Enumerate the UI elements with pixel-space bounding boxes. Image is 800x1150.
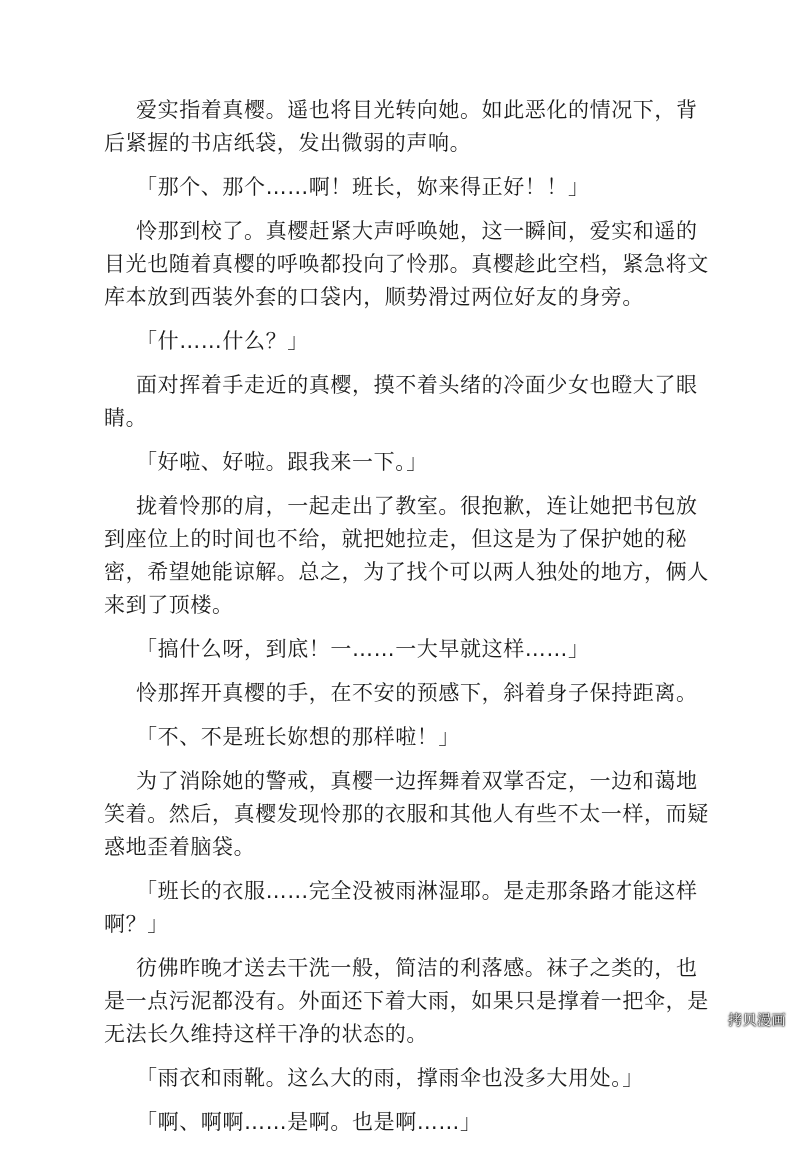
narration-paragraph: 为了消除她的警戒，真樱一边挥舞着双掌否定，一边和蔼地笑着。然后，真樱发现怜那的衣服和其他人有些不太一样，而疑惑地歪着脑袋。 bbox=[104, 769, 709, 859]
dialogue-line: 「不、不是班长妳想的那样啦！」 bbox=[136, 725, 460, 749]
dialogue-line: 「什……什么？」 bbox=[136, 329, 309, 353]
narration-paragraph: 爱实指着真樱。遥也将目光转向她。如此恶化的情况下，背后紧握的书店纸袋，发出微弱的声响。 bbox=[104, 98, 698, 155]
dialogue-line: 「雨衣和雨靴。这么大的雨，撑雨伞也没多大用处。」 bbox=[136, 1066, 644, 1090]
dialogue-line: 「搞什么呀，到底！一……一大早就这样……」 bbox=[136, 637, 590, 661]
dialogue-line: 「班长的衣服……完全没被雨淋湿耶。是走那条路才能这样啊？」 bbox=[104, 879, 698, 936]
narration-paragraph: 面对挥着手走近的真樱，摸不着头绪的冷面少女也瞪大了眼睛。 bbox=[104, 373, 698, 430]
watermark-logo: 拷贝漫画 bbox=[728, 1013, 786, 1029]
narration-paragraph: 彷佛昨晚才送去干洗一般，简洁的利落感。袜子之类的，也是一点污泥都没有。外面还下着大雨，如果只是撑着一把伞，是无法长久维持这样干净的状态的。 bbox=[104, 956, 709, 1046]
dialogue-line: 「啊、啊啊……是啊。也是啊……」 bbox=[136, 1110, 482, 1134]
dialogue-line: 「好啦、好啦。跟我来一下。」 bbox=[136, 450, 428, 474]
narration-paragraph: 怜那到校了。真樱赶紧大声呼唤她，这一瞬间，爱实和遥的目光也随着真樱的呼唤都投向了怜那。真樱趁此空档，紧急将文库本放到西装外套的口袋内，顺势滑过两位好友的身旁。 bbox=[104, 219, 709, 309]
dialogue-line: 「那个、那个……啊！班长，妳来得正好！！」 bbox=[136, 175, 590, 199]
narration-paragraph: 怜那挥开真樱的手，在不安的预感下，斜着身子保持距离。 bbox=[136, 681, 698, 705]
document-page bbox=[104, 94, 716, 1150]
narration-paragraph: 拢着怜那的肩，一起走出了教室。很抱歉，连让她把书包放到座位上的时间也不给，就把她拉走，但这是为了保护她的秘密，希望她能谅解。总之，为了找个可以两人独处的地方，俩人来到了顶楼。 bbox=[104, 494, 709, 617]
